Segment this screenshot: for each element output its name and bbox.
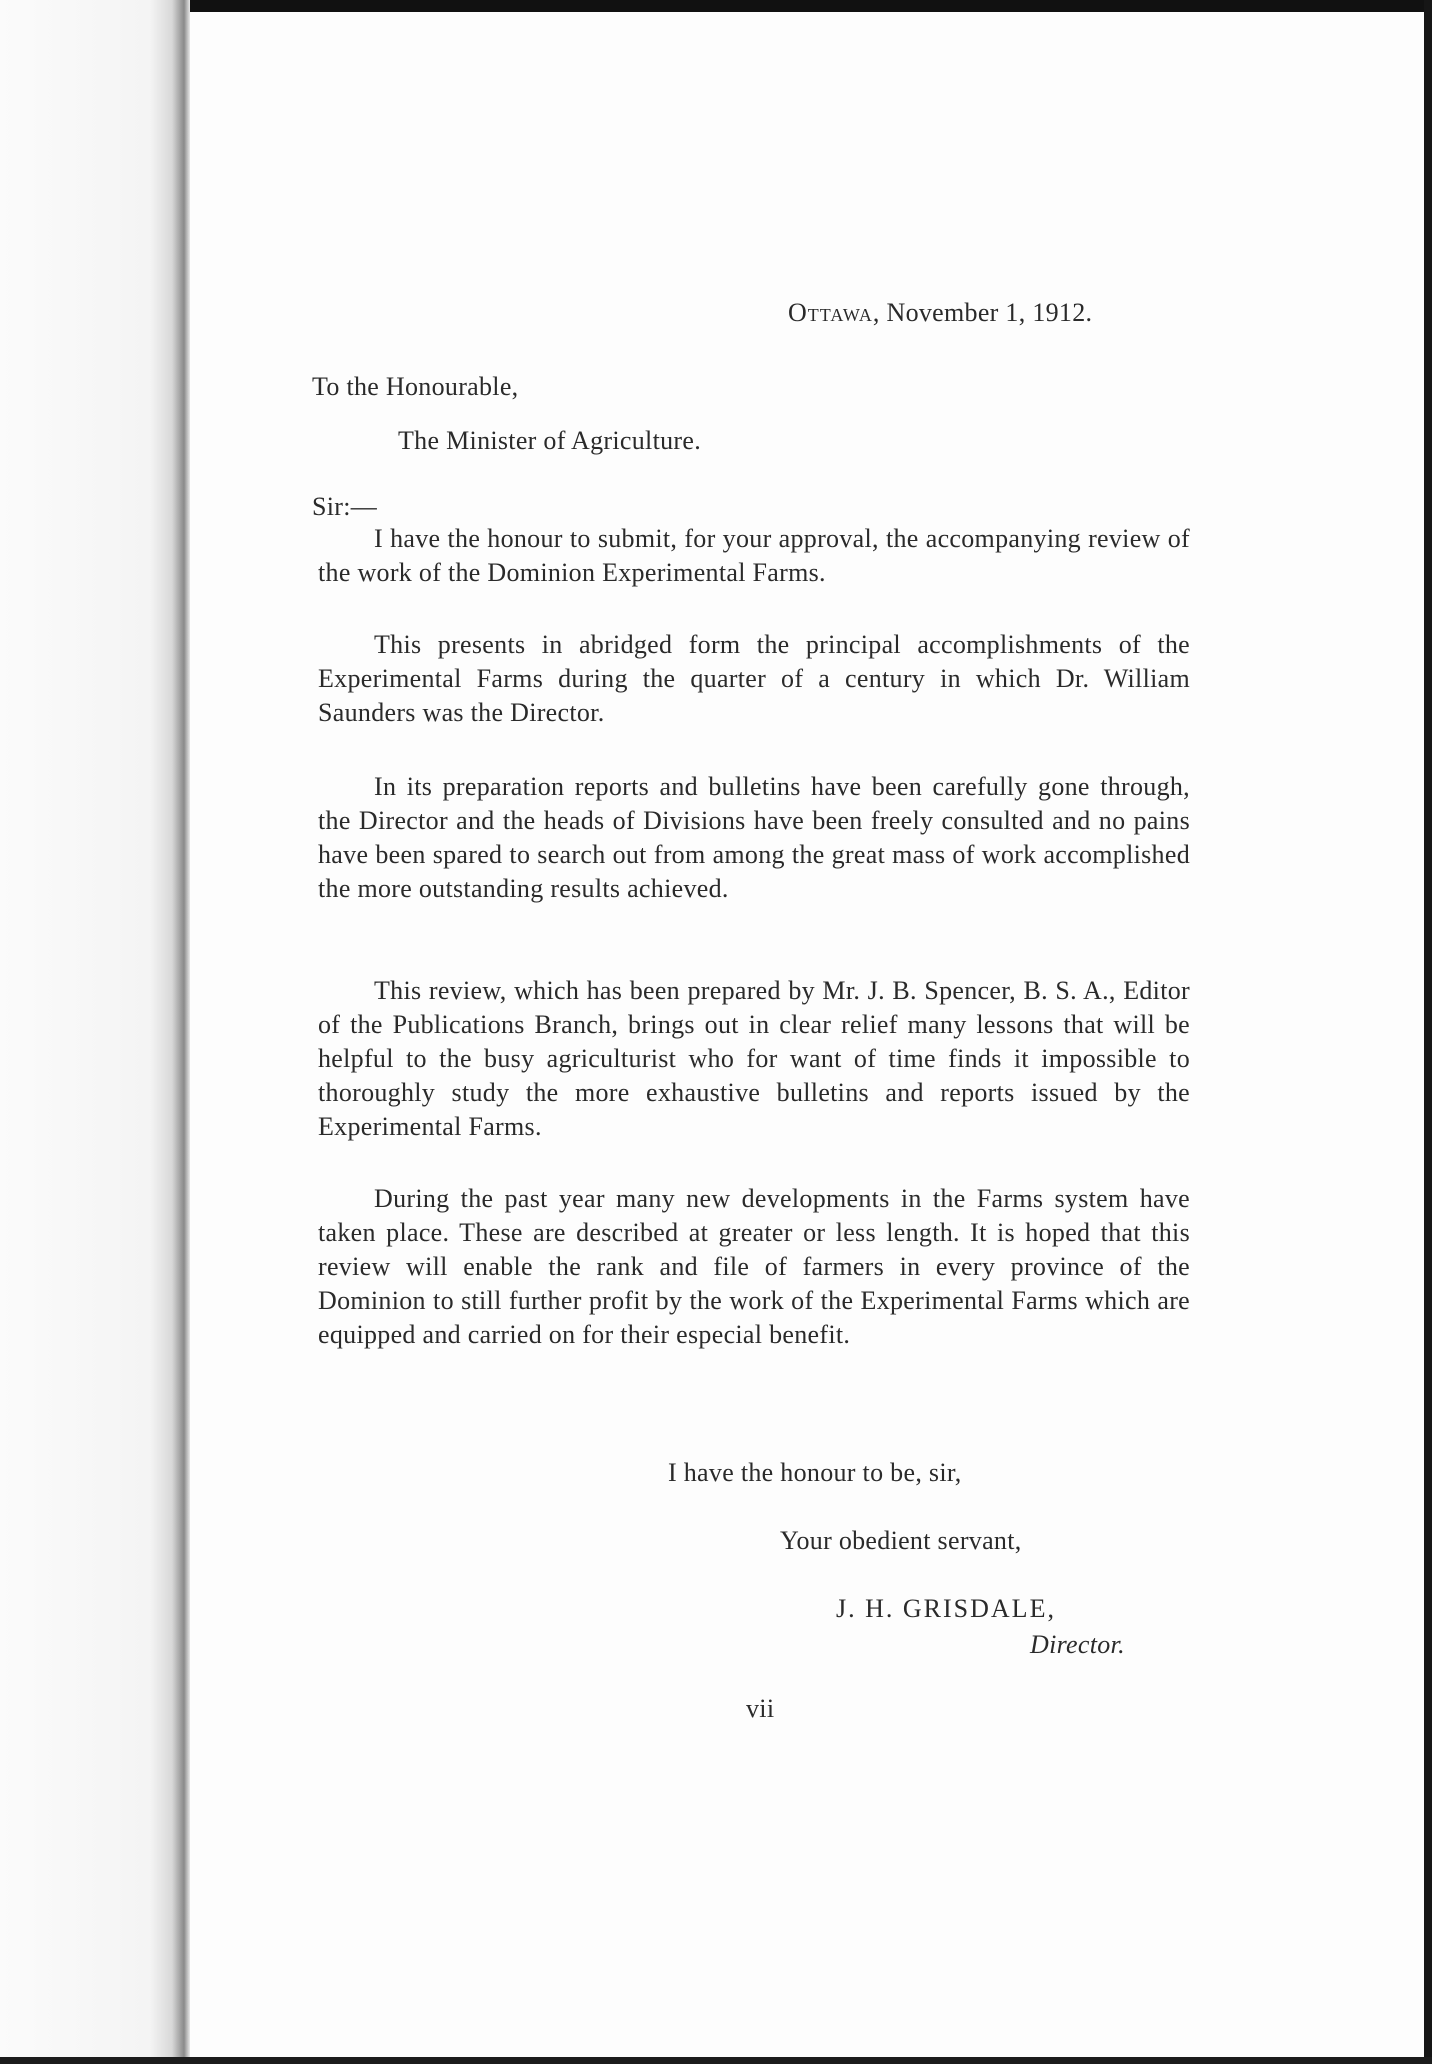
scan-top-edge — [0, 0, 1432, 12]
scan-bottom-edge — [0, 2057, 1432, 2064]
scan-right-edge — [1424, 0, 1432, 2064]
binding-gutter — [0, 0, 190, 2064]
closing-line-2: Your obedient servant, — [780, 1526, 1022, 1555]
dateline-date: , November 1, 1912. — [872, 298, 1093, 327]
body-paragraph-3: In its preparation reports and bulletins have been carefully gone through, the Director and the heads of Divisions have been freely consulted and no pains have been spared to search out from among the great mass of work accomplished the more outstanding results achieved. — [318, 772, 1190, 903]
dateline — [788, 296, 1092, 330]
signature-title: Director. — [1030, 1630, 1125, 1659]
body-paragraph-4: This review, which has been prepared by Mr. J. B. Spencer, B. S. A., Editor of the Publications Branch, brings out in clear relief many lessons that will be helpful to the busy agriculturist who for want of time finds it impossible to thoroughly study the more exhaustive bulletins and reports issued by the Experimental Farms. — [318, 976, 1190, 1141]
body-paragraph-1: I have the honour to submit, for your approval, the accompanying review of the work of the Dominion Experimental Farms. — [318, 524, 1190, 587]
signature-name: J. H. GRISDALE, — [836, 1594, 1056, 1623]
page-number: vii — [746, 1694, 775, 1723]
dateline-place: Ottawa — [788, 298, 873, 327]
closing-line-1: I have the honour to be, sir, — [668, 1458, 962, 1487]
addressee-line-2: The Minister of Agriculture. — [398, 426, 701, 455]
addressee-line-1: To the Honourable, — [312, 372, 519, 401]
body-paragraph-5: During the past year many new developments in the Farms system have taken place. These are described at greater or less length. It is hoped that this review will enable the rank and file of farmers in every province of the Dominion to still further profit by the work of the Experimental Farms which are equipped and carried on for their especial benefit. — [318, 1184, 1190, 1349]
body-paragraph-2: This presents in abridged form the principal accomplishments of the Experimental Farms during the quarter of a century in which Dr. William Saunders was the Director. — [318, 630, 1190, 727]
greeting: Sir:— — [312, 492, 378, 521]
